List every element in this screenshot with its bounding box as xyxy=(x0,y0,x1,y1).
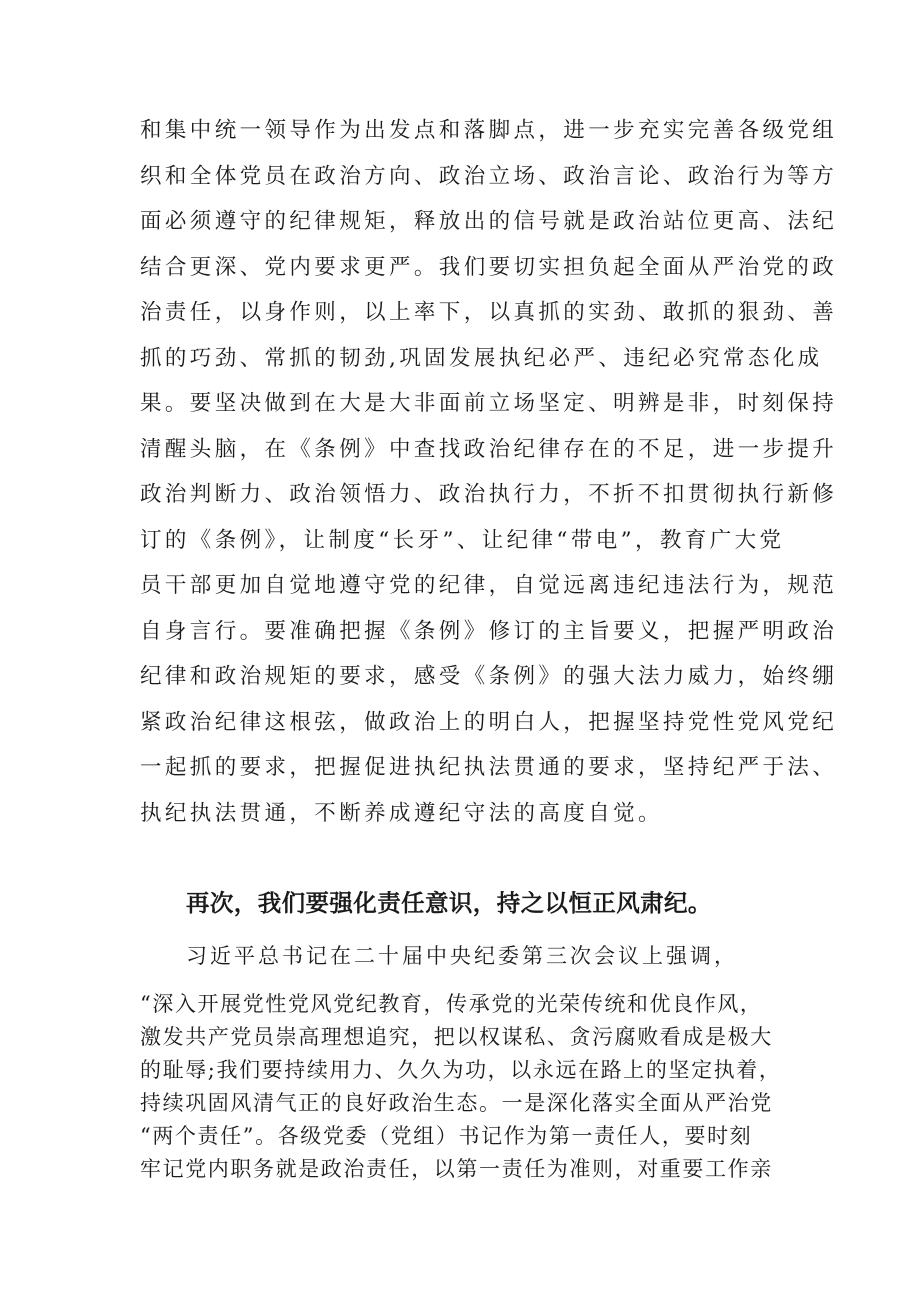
quote-paragraph xyxy=(140,988,790,1186)
text-line: 织和全体党员在政治方向、政治立场、政治言论、政治行为等方 xyxy=(140,163,838,189)
text-line: 紧政治纪律这根弦，做政治上的明白人，把握坚持党性党风党纪 xyxy=(140,709,838,735)
text-line: 执纪执法贯通，不断养成遵纪守法的高度自觉。 xyxy=(140,800,663,826)
text-line: 面必须遵守的纪律规矩，释放出的信号就是政治站位更高、法纪 xyxy=(140,209,838,234)
text-line: 结合更深、党内要求更严。我们要切实担负起全面从严治党的政 xyxy=(140,254,838,280)
text-line: 纪律和政治规矩的要求，感受《条例》的强大法力威力，始终绷 xyxy=(140,664,838,689)
text-line: 抓的巧劲、常抓的韧劲,巩固发展执纪必严、违纪必究常态化成 xyxy=(140,345,823,371)
text-line: 一起抓的要求，把握促进执纪执法贯通的要求，坚持纪严于法、 xyxy=(140,755,838,780)
section-heading: 再次，我们要强化责任意识，持之以恒正风肃纪。 xyxy=(186,889,712,917)
text-line: 的耻辱;我们要持续用力、久久为功，以永远在路上的坚定执着， xyxy=(140,1058,782,1082)
text-line: 持续巩固风清气正的良好政治生态。一是深化落实全面从严治党 xyxy=(140,1091,773,1115)
text-line: 员干部更加自觉地遵守党的纪律，自觉远离违纪违法行为，规范 xyxy=(140,573,838,598)
text-line: 治责任，以身作则，以上率下，以真抓的实劲、敢抓的狠劲、善 xyxy=(140,300,838,325)
text-line: “深入开展党性党风党纪教育，传承党的光荣传统和优良作风， xyxy=(140,992,763,1016)
text-line: 牢记党内职务就是政治责任，以第一责任为准则，对重要工作亲 xyxy=(140,1157,773,1181)
lead-sentence: 习近平总书记在二十届中央纪委第三次会议上强调， xyxy=(186,944,738,968)
text-line: 政治判断力、政治领悟力、政治执行力，不折不扣贯彻执行新修 xyxy=(140,482,838,507)
text-line: 清醒头脑，在《条例》中查找政治纪律存在的不足，进一步提升 xyxy=(140,436,838,462)
text-line: 激发共产党员崇高理想追究，把以权谋私、贪污腐败看成是极大 xyxy=(140,1025,773,1049)
text-line: 自身言行。要准确把握《条例》修订的主旨要义，把握严明政治 xyxy=(140,618,838,644)
body-paragraph xyxy=(140,108,838,836)
text-line: 和集中统一领导作为出发点和落脚点，进一步充实完善各级党组 xyxy=(140,118,838,143)
text-line: 果。要坚决做到在大是大非面前立场坚定、明辨是非，时刻保持 xyxy=(140,391,838,416)
text-line: 订的《条例》，让制度“长牙”、让纪律“带电”，教育广大党 xyxy=(140,527,785,553)
text-line: “两个责任”。各级党委（党组）书记作为第一责任人，要时刻 xyxy=(140,1124,753,1148)
